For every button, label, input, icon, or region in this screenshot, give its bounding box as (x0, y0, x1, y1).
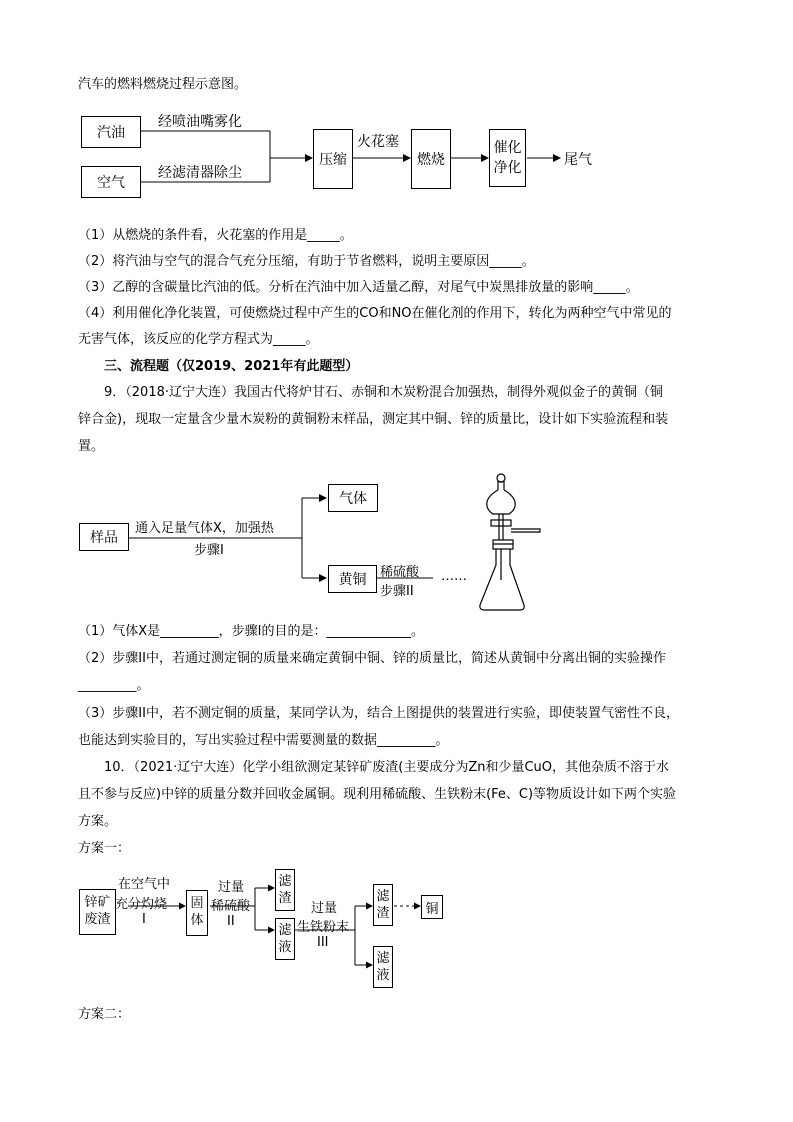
filtrate-box-2 (373, 946, 393, 988)
step2-label: 步骤II (380, 584, 414, 599)
exhaust-label: 尾气 (564, 152, 592, 168)
q9-sub-1: （1）气体X是_________，步骤I的目的是：_____________。 (78, 624, 425, 639)
burn-line-2: 充分灼烧 (115, 897, 168, 912)
residue-2-line-1: 滤 (376, 889, 390, 904)
waste-line-1: 锌矿 (84, 895, 111, 910)
copper-box: 铜 (421, 895, 443, 919)
compress-box: 压缩 (313, 129, 353, 189)
q8-3: （3）乙醇的含碳量比汽油的低。分析在汽油中加入适量乙醇，对尾气中炭黑排放量的影响_____。 (78, 280, 639, 295)
sample-box: 样品 (79, 523, 129, 551)
air-box: 空气 (81, 166, 141, 198)
q10-line-2: 且不参与反应)中锌的质量分数并回收金属铜。现利用稀硫酸、生铁粉末(Fe、C)等物质设计如下两个实验 (78, 787, 677, 802)
ellipsis: …… (441, 569, 467, 584)
spark-label: 火花塞 (357, 134, 399, 150)
acid-step: II (227, 914, 235, 929)
solid-line-2: 体 (190, 913, 204, 928)
filtrate-box-1 (275, 918, 295, 960)
iron-line-2: 生铁粉末 (297, 920, 350, 935)
waste-box (79, 889, 116, 935)
iron-line-1: 过量 (311, 901, 338, 916)
solid-line-1: 固 (190, 896, 204, 911)
q8-4: （4）利用催化净化装置，可使燃烧过程中产生的CO和NO在催化剂的作用下，转化为两种空气中常见的 (78, 306, 672, 321)
residue-2-line-2: 渣 (376, 906, 390, 921)
q9-sub-2: （2）步骤II中，若通过测定铜的质量来确定黄铜中铜、锌的质量比，简述从黄铜中分离出铜的实验操作 (78, 651, 666, 666)
filtrate-1-line-1: 滤 (278, 923, 292, 938)
filtrate-1-line-2: 液 (278, 940, 292, 955)
plan-1-label: 方案一： (78, 841, 131, 856)
q8-4-cont: 无害气体，该反应的化学方程式为_____。 (78, 332, 319, 347)
residue-box-1 (275, 869, 295, 911)
step1-condition-label: 通入足量气体X，加强热 (135, 521, 274, 536)
spray-label: 经喷油嘴雾化 (158, 114, 242, 130)
q10-line-1: 10．（2021·辽宁大连）化学小组欲测定某锌矿废渣(主要成分为Zn和少量CuO，其他杂质不溶于水 (104, 760, 670, 775)
intro-text: 汽车的燃料燃烧过程示意图。 (78, 77, 248, 92)
q9-line-1: 9．（2018·辽宁大连）我国古代将炉甘石、赤铜和木炭粉混合加强热，制得外观似金子的黄铜（铜 (104, 385, 663, 400)
catalyst-box: 催化净化 (489, 129, 526, 187)
q9-sub-2-cont: _________。 (78, 678, 150, 693)
brass-box: 黄铜 (328, 565, 377, 593)
q9-line-3: 置。 (78, 439, 105, 454)
residue-box-2 (373, 884, 393, 926)
acid-line-1: 过量 (218, 880, 245, 895)
q9-sub-3-cont: 也能达到实验目的，写出实验过程中需要测量的数据_________。 (78, 733, 449, 748)
burn-box: 燃烧 (411, 129, 451, 189)
filter-label: 经滤清器除尘 (158, 165, 242, 181)
q9-line-2: 锌合金)，现取一定量含少量木炭粉的黄铜粉末样品，测定其中铜、锌的质量比，设计如下实验流程和装 (78, 412, 669, 427)
q10-line-3: 方案。 (78, 814, 118, 829)
plan-2-label: 方案二： (78, 1007, 131, 1022)
q9-sub-3: （3）步骤II中，若不测定铜的质量，某同学认为，结合上图提供的装置进行实验，即使装置气密性不良， (78, 706, 679, 721)
section-3-heading: 三、流程题（仅2019、2021年有此题型） (104, 359, 359, 374)
gasoline-box: 汽油 (81, 116, 141, 148)
iron-step: III (317, 935, 329, 950)
q8-1: （1）从燃烧的条件看，火花塞的作用是_____。 (78, 228, 353, 243)
residue-1-line-2: 渣 (278, 891, 292, 906)
q8-2: （2）将汽油与空气的混合气充分压缩，有助于节省燃料，说明主要原因_____。 (78, 254, 535, 269)
filtrate-2-line-2: 液 (376, 968, 390, 983)
solid-box (186, 890, 208, 936)
waste-line-2: 废渣 (84, 912, 111, 927)
acid-line-2: 稀硫酸 (211, 899, 251, 914)
step1-label: 步骤I (194, 543, 224, 558)
burn-line-1: 在空气中 (118, 877, 171, 892)
gas-box: 气体 (328, 484, 378, 512)
acid-label: 稀硫酸 (380, 565, 420, 580)
burn-step: I (142, 912, 146, 927)
residue-1-line-1: 滤 (278, 874, 292, 889)
filtrate-2-line-1: 滤 (376, 951, 390, 966)
